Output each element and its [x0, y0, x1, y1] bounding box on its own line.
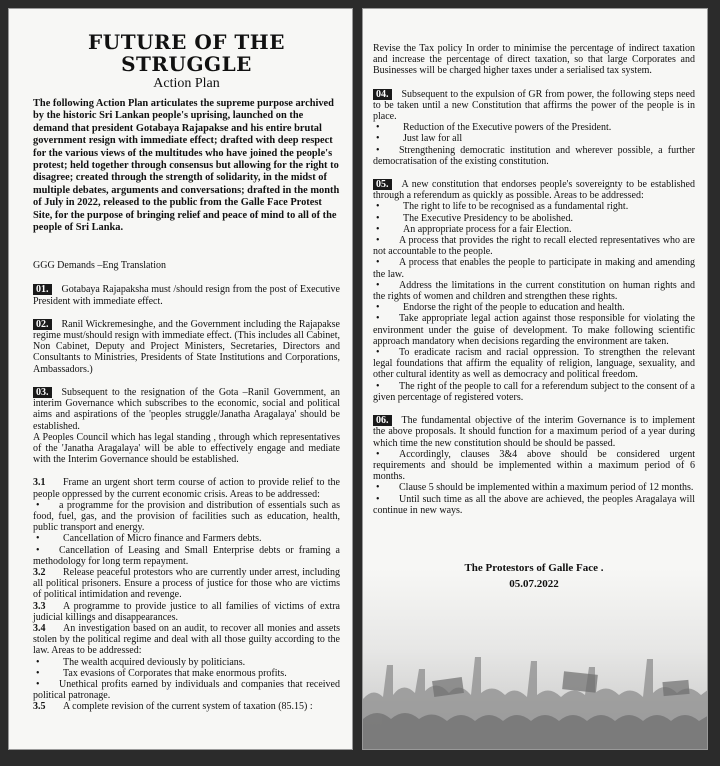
signature-date: 05.07.2022	[509, 577, 559, 590]
list-item	[373, 381, 695, 403]
list-item-text: Cancellation of Leasing and Small Enterprise debts or framing a methodology for long term repayment.	[33, 544, 340, 567]
section-3-1	[33, 477, 340, 499]
list-item-text: a programme for the provision and distribution of essentials such as food, fuel, gas, and the provision of facilities such as education, health, public transport and energy.	[33, 499, 340, 534]
demand-number-badge: 06.	[373, 415, 392, 426]
section-number: 3.3	[33, 600, 46, 612]
section-number: 3.2	[33, 566, 46, 578]
list-item	[373, 280, 695, 302]
demand-text: Subsequent to the expulsion of GR from power, the following steps need to be taken until a new Constitution that affirms the power of the people is in place.	[373, 88, 695, 123]
demand-text: A new constitution that endorses people's sovereignty to be established through a referendum as quickly as possible. Areas to be addressed:	[373, 179, 695, 202]
section-3-3	[33, 601, 340, 623]
demand-number-badge: 04.	[373, 89, 392, 100]
right-page	[362, 8, 708, 750]
protest-crowd-illustration	[363, 569, 708, 749]
section-3-4	[33, 623, 340, 657]
list-item	[33, 500, 340, 534]
list-item	[373, 347, 695, 381]
left-page	[8, 8, 353, 750]
demand-text: Subsequent to the resignation of the Gota –Ranil Government, an interim Governance which subscribes to the economic, social and political aims and aspirations of the 'peoples struggle/Janatha Aragalaya' should be established.	[33, 386, 340, 432]
demands-heading: GGG Demands –Eng Translation	[33, 260, 167, 272]
list-item: • The wealth acquired deviously by politicians.	[33, 657, 340, 668]
list-item-text: Until such time as all the above are achieved, the peoples Aragalaya will continue in new ways.	[373, 493, 695, 516]
tax-revision-continued: Revise the Tax policy In order to minimise the percentage of indirect taxation and increase the percentage of direct taxation, so that large Corporates and Businesses will be charged higher taxes under a serialised tax system.	[373, 43, 695, 77]
list-item: • The Executive Presidency to be abolished.	[373, 213, 695, 224]
list-item	[33, 545, 340, 567]
list-item	[373, 145, 695, 167]
demand-text: Gotabaya Rajapaksha must /should resign from the post of Executive President with immediate effect.	[33, 284, 340, 307]
list-item-text: Take appropriate legal action against those responsible for violating the environment under the guise of development. To make following scientific approach mandatory when decisions regarding the environment are taken.	[373, 313, 695, 347]
list-item: • Tax evasions of Corporates that make enormous profits.	[33, 668, 340, 679]
section-text: A programme to provide justice to all families of victims of extra judicial killings and disappearances.	[33, 600, 340, 623]
demand-text: Ranil Wickremesinghe, and the Government including the Rajapakse regime must/should resign with immediate effect. (This includes all Cabinet, Non Cabinet, Deputy and Project Ministers, Secretaries, Directors and Consultants to Ministries, Presidents of State Institutions and Corporations, Ambassadors.)	[33, 318, 340, 375]
section-text: A complete revision of the current system of taxation (85.15) :	[63, 701, 313, 713]
list-item	[33, 679, 340, 701]
list-item-text: Strengthening democratic institution and wherever possible, a further democratisation of the existing constitution.	[373, 144, 695, 167]
list-item	[373, 449, 695, 483]
demand-number-badge: 05.	[373, 179, 392, 190]
list-item-text: Unethical profits earned by individuals and companies that received political patronage.	[33, 678, 340, 702]
list-item-text: Clause 5 should be implemented within a maximum period of 12 months.	[399, 482, 694, 494]
peoples-council-paragraph: A Peoples Council which has legal standing , through which representatives of the 'Janatha Aragalaya' will be able to effectively engage and mediate with the Interim Governance should be established.	[33, 431, 340, 466]
list-item	[373, 313, 695, 347]
list-item: • Reduction of the Executive powers of the President.	[373, 122, 695, 133]
signature-block	[373, 560, 695, 592]
list-item	[373, 494, 695, 516]
demand-06	[373, 415, 695, 449]
demand-05	[373, 179, 695, 201]
list-item: • Endorse the right of the people to education and health.	[373, 302, 695, 313]
list-item: • An appropriate process for a fair Election.	[373, 224, 695, 235]
demand-04	[373, 89, 695, 123]
page-title: FUTURE OF THE STRUGGLE	[88, 30, 285, 76]
list-item	[373, 235, 695, 257]
list-item-text: Address the limitations in the current constitution on human rights and the rights of women and children and strengthen these rights.	[373, 279, 695, 303]
list-item-text: A process that provides the right to recall elected representatives who are not accountable to the people.	[373, 235, 695, 258]
demand-01	[33, 284, 340, 306]
demand-03	[33, 387, 340, 432]
signature-line: The Protestors of Galle Face .	[464, 561, 604, 574]
section-number: 3.5	[33, 701, 46, 713]
list-item-text: A process that enables the people to participate in making and amending the law.	[373, 257, 695, 280]
list-item	[373, 257, 695, 279]
section-number: 3.1	[33, 477, 46, 489]
list-item-text: To eradicate racism and racial oppression. To strengthen the relevant legal foundations that affirm the equality of religion, language, sexuality, and other cultural identity as well as democracy and political freedom.	[373, 347, 695, 381]
section-text: Release peaceful protestors who are currently under arrest, including all political prisoners. Ensure a process of justice for those who are victims of political intimidation and revenge.	[33, 566, 340, 601]
demand-number-badge: 03.	[33, 387, 52, 398]
section-3-5	[33, 701, 340, 712]
list-item: • The right to life to be recognised as a fundamental right.	[373, 201, 695, 212]
page-subtitle: Action Plan	[153, 76, 220, 91]
section-number: 3.4	[33, 622, 46, 634]
section-text: An investigation based on an audit, to recover all monies and assets stolen by the political regime and deal with all those guilty according to the law. Areas to be addressed:	[33, 622, 340, 657]
demand-number-badge: 01.	[33, 284, 52, 295]
list-item: • Cancellation of Micro finance and Farmers debts.	[33, 533, 340, 544]
list-item: • Just law for all	[373, 133, 695, 144]
section-3-2	[33, 567, 340, 601]
demand-number-badge: 02.	[33, 319, 52, 330]
list-item	[373, 482, 695, 493]
demand-02	[33, 319, 340, 375]
section-text: Frame an urgent short term course of action to provide relief to the people oppressed by the current economic crisis. Areas to be addressed:	[33, 477, 340, 500]
list-item-text: The right of the people to call for a referendum subject to the consent of a given percentage of registered voters.	[373, 380, 695, 403]
demand-text: The fundamental objective of the interim Governance is to implement the above proposals. It should function for a maximum period of a year during which time the new constitution should be should be passed.	[373, 415, 695, 449]
intro-paragraph: The following Action Plan articulates the supreme purpose archived by the historic Sri Lankan people's uprising, launched on the demand that president Gotabaya Rajapakse and his entire brutal government resign with immediate effect; drafted with deep respect for the various views of the multitudes who have joined the people's protest; held together through consensus but allowing for the right to disagree; created through the strength of solidarity, in the midst of multiple debates, arguments and conversations; drafted in the month of July in 2022, released to the public from the Galle Face Protest Site, for the purpose of bringing relief and peace of mind to all of the people of Sri Lanka.	[33, 98, 340, 234]
list-item-text: Accordingly, clauses 3&4 above should be considered urgent requirements and should be implemented within a maximum period of 6 months.	[373, 448, 695, 483]
